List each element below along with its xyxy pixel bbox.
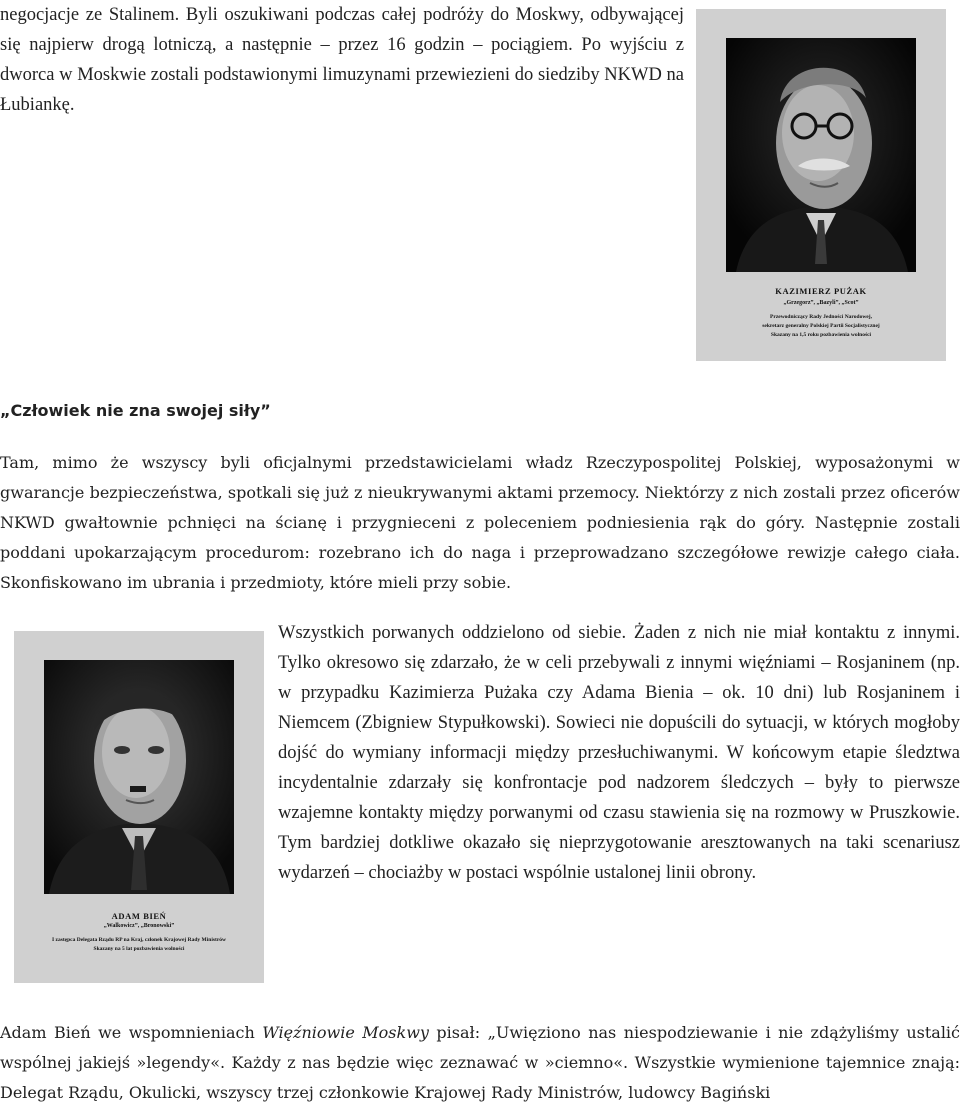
book-title: Więźniowie Moskwy — [262, 1023, 429, 1042]
quote-intro: Adam Bień we wspomnieniach — [0, 1023, 263, 1042]
paragraph-quote — [0, 1018, 960, 1108]
caption-aliases: „Grzegorz”, „Bazyli”, „Scot” — [783, 300, 859, 306]
caption-line: sekretarz generalny Polskiej Partii Socjalistycznej — [762, 323, 880, 329]
caption-name: KAZIMIERZ PUŻAK — [775, 286, 867, 296]
caption-name: ADAM BIEŃ — [111, 911, 167, 921]
caption-line: I zastępca Delegata Rządu RP na Kraj, członek Krajowej Rady Ministrów — [52, 937, 226, 943]
caption-line: Skazany na 1,5 roku pozbawienia wolności — [770, 332, 872, 338]
paragraph-intro: negocjacje ze Stalinem. Byli oszukiwani podczas całej podróży do Moskwy, odbywającej się najpierw drogą lotniczą, a następnie – przez 16 godzin – pociągiem. Po wyjściu z dworca w Moskwie zostali podstawionymi limuzynami przewiezieni do siedziby NKWD na Łubiankę. — [0, 5, 684, 115]
paragraph-isolation: Wszystkich porwanych oddzielono od siebie. Żaden z nich nie miał kontaktu z innymi. Tylko okresowo się zdarzało, że w celi przebywali z innymi więźniami – Rosjaninem (np. w przypadku Kazimierza Pużaka czy Adama Bienia – ok. 10 dni) lub Rosjaninem i Niemcem (Zbigniew Stypułkowski). Sowieci nie dopuścili do sytuacji, w których mogłoby dojść do wymiany informacji między przesłuchiwanymi. W końcowym etapie śledztwa incydentalnie zdarzały się konfrontacje pod nadzorem śledczych – były to pierwsze wzajemne kontakty między porwanymi od czasu stawienia się na rozmowy w Pruszkowie. Tym bardziej dotkliwe okazało się nieprzygotowanie aresztowanych na taki scenariusz wydarzeń – chociażby w postaci wspólnie ustalonej linii obrony. — [278, 623, 960, 883]
quote-text: pisał: „Uwięziono nas niespodziewanie i nie zdążyliśmy ustalić wspólnej jakiejś »legendy«. Każdy z nas będzie więc zeznawać w »ciemno«. Wszystkie wymienione tajemnice znają: Delegat Rządu, Okulicki, wszyscy trzej członkowie Krajowej Rady Ministrów, ludowcy Bagiński — [0, 1023, 960, 1102]
caption-line: Przewodniczący Rady Jedności Narodowej, — [770, 314, 872, 320]
portrait-bien-illustration — [44, 660, 234, 894]
figure-puzak — [696, 9, 946, 361]
portrait-photo-bien — [44, 660, 234, 894]
portrait-photo-puzak — [726, 38, 916, 272]
figure-bien — [14, 631, 264, 983]
portrait-puzak-illustration — [726, 38, 916, 272]
caption-line: Skazany na 5 lat pozbawienia wolności — [93, 946, 185, 952]
paragraph-violence: Tam, mimo że wszyscy byli oficjalnymi przedstawicielami władz Rzeczypospolitej Polskiej, wyposażonymi w gwarancje bezpieczeństwa, spotkali się już z nieukrywanymi aktami przemocy. Niektórzy z nich zostali przez oficerów NKWD gwałtownie pchnięci na ścianę i przygnieceni z poleceniem podniesienia rąk do góry. Następnie zostali poddani upokarzającym procedurom: rozebrano ich do naga i przeprowadzano szczegółowe rewizje całego ciała. Skonfiskowano im ubrania i przedmioty, które mieli przy sobie. — [0, 453, 960, 592]
section-heading: „Człowiek nie zna swojej siły” — [0, 401, 271, 420]
caption-aliases: „Walkowicz”, „Bronowski” — [103, 923, 175, 929]
